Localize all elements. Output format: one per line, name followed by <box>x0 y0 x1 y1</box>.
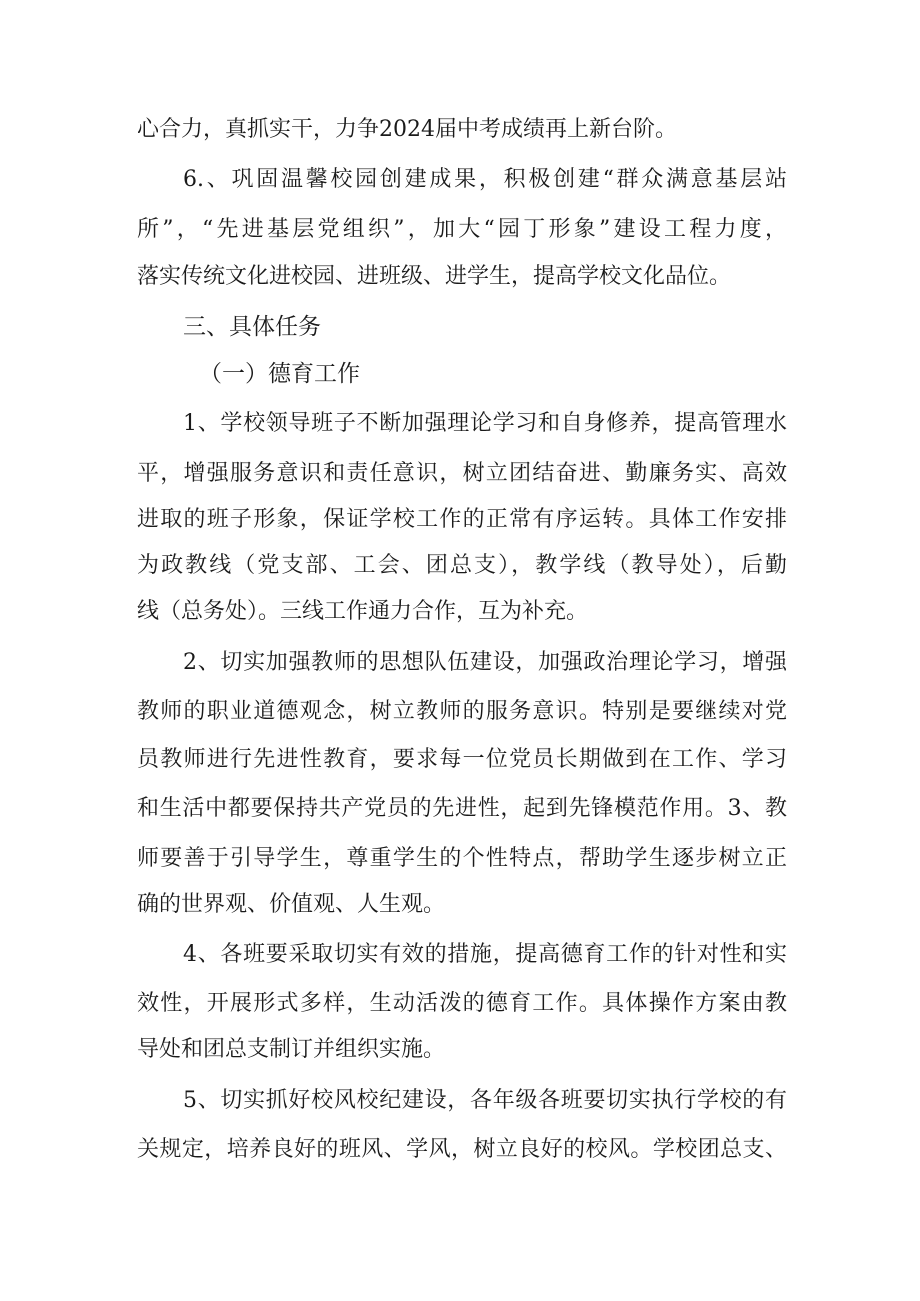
text-line: 6.、巩固温馨校园创建成果，积极创建“群众满意基层站 <box>183 167 787 192</box>
text-line: 关规定，培养良好的班风、学风，树立良好的校风。学校团总支、 <box>137 1137 787 1162</box>
text-line: 1、学校领导班子不断加强理论学习和自身修养，提高管理水 <box>183 411 787 436</box>
text-line: 效性，开展形式多样，生动活泼的德育工作。具体操作方案由教 <box>137 991 787 1016</box>
text-line: 心合力，真抓实干，力争2024届中考成绩再上新台阶。 <box>137 117 677 142</box>
text-line: 员教师进行先进性教育，要求每一位党员长期做到在工作、学习 <box>137 747 787 772</box>
text-line: 线（总务处）。三线工作通力合作，互为补充。 <box>137 599 589 624</box>
text-line: 教师的职业道德观念，树立教师的服务意识。特别是要继续对党 <box>137 699 787 724</box>
text-line: 进取的班子形象，保证学校工作的正常有序运转。具体工作安排 <box>137 507 787 532</box>
text-line: 平，增强服务意识和责任意识，树立团结奋进、勤廉务实、高效 <box>137 461 787 486</box>
subsection-heading: （一）德育工作 <box>199 361 360 387</box>
text-line: 2、切实加强教师的思想队伍建设，加强政治理论学习，增强 <box>183 650 787 675</box>
text-line: 导处和团总支制订并组织实施。 <box>137 1037 446 1062</box>
text-line: 师要善于引导学生，尊重学生的个性特点，帮助学生逐步树立正 <box>137 846 787 871</box>
text-line: 确的世界观、价值观、人生观。 <box>137 892 446 917</box>
section-heading: 三、具体任务 <box>183 314 321 340</box>
text-line: 5、切实抓好校风校纪建设，各年级各班要切实执行学校的有 <box>183 1088 787 1113</box>
text-line: 4、各班要采取切实有效的措施，提高德育工作的针对性和实 <box>183 942 787 967</box>
text-line: 所”，“先进基层党组织”，加大“园丁形象”建设工程力度， <box>137 217 787 242</box>
text-line: 落实传统文化进校园、进班级、进学生，提高学校文化品位。 <box>137 264 732 289</box>
text-line: 和生活中都要保持共产党员的先进性，起到先锋模范作用。3、教 <box>137 796 787 821</box>
text-line: 为政教线（党支部、工会、团总支），教学线（教导处），后勤 <box>137 553 787 578</box>
